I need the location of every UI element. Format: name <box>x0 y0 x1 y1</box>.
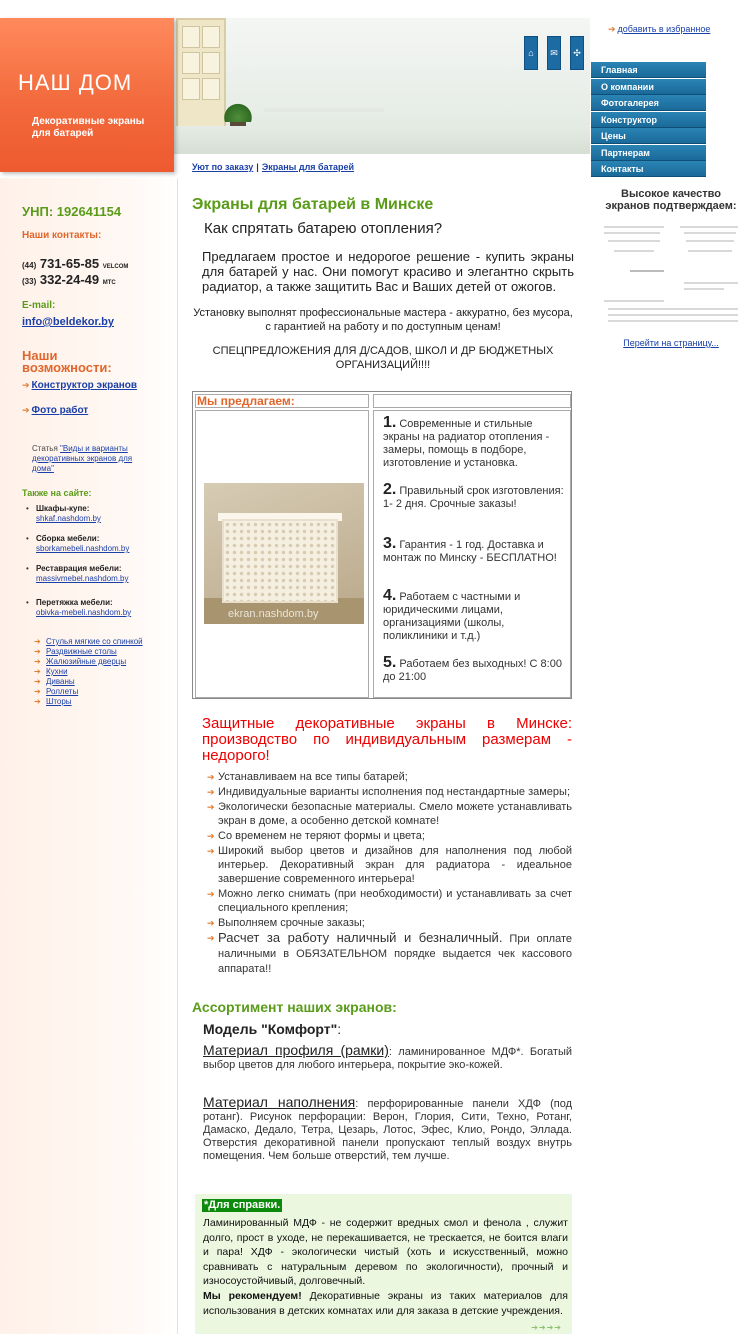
assortment-heading: Ассортимент наших экранов: <box>192 999 397 1015</box>
offer-item: 3. Гарантия - 1 год. Доставка и монтаж по Минску - БЕСПЛАТНО! <box>383 535 557 564</box>
breadcrumb-link-home[interactable]: Уют по заказу <box>192 162 254 172</box>
phone-velcom[interactable]: (44) 731-65-85 VELCOM <box>22 256 129 271</box>
menu-item-constructor[interactable]: Конструктор <box>591 112 706 128</box>
menu-item-contacts[interactable]: Контакты <box>591 161 706 177</box>
list-item: ➔ Можно легко снимать (при необходимости) и устанавливать за счет специального крепления; <box>207 888 572 914</box>
page-title: Экраны для батарей в Минске <box>192 196 434 213</box>
furniture-links: ➔ Стулья мягкие со спинкой ➔ Раздвижные столы ➔ Жалюзийные дверцы ➔ Кухни ➔ Диваны ➔ Роллеты ➔ Шторы <box>34 637 143 706</box>
also-item: • Сборка мебели: sborkamebeli.nashdom.by <box>26 534 130 553</box>
offer-heading: Мы предлагаем: <box>195 394 369 408</box>
email-label: E-mail: <box>22 300 56 311</box>
model-heading: Модель "Комфорт": <box>203 1021 342 1037</box>
left-sidebar <box>0 178 178 1334</box>
reference-note <box>195 1194 572 1334</box>
menu-item-prices[interactable]: Цены <box>591 128 706 144</box>
list-item[interactable]: Роллеты <box>46 687 79 696</box>
arrows-icon: ➔➔➔➔ <box>531 1323 562 1332</box>
offer-item: 2. Правильный срок изготовления: 1- 2 дня. Срочные заказы! <box>383 481 564 510</box>
list-item: ➔ Экологически безопасные материалы. Смело можете устанавливать экран в доме, а особенно детской комнате! <box>207 801 572 827</box>
list-item[interactable]: Шторы <box>46 697 72 706</box>
menu-item-gallery[interactable]: Фотогалерея <box>591 95 706 111</box>
list-item[interactable]: Кухни <box>46 667 68 676</box>
offer-item: 4. Работаем с частными и юридическими лицами, организациями (школы, поликлиники и т.д.) <box>383 587 521 642</box>
certificate-image[interactable] <box>600 220 742 332</box>
menu-item-home[interactable]: Главная <box>591 62 706 78</box>
special-offer-text: СПЕЦПРЕДЛОЖЕНИЯ ДЛЯ Д/САДОВ, ШКОЛ И ДР БЮДЖЕТНЫХ ОРГАНИЗАЦИЙ!!!! <box>212 345 554 371</box>
also-item: • Перетяжка мебели: obivka-mebeli.nashdom.by <box>26 598 132 617</box>
home-icon[interactable]: ⌂ <box>524 36 538 70</box>
add-to-favorites[interactable] <box>608 24 710 35</box>
email-link[interactable]: info@beldekor.by <box>22 316 115 328</box>
intro-text: Предлагаем простое и недорогое решение - купить экраны для батарей у нас. Они помогут красиво и элегантно скрыть радиатор, а также защитить Вас и Ваших детей от ожогов. <box>202 249 574 294</box>
also-on-site-heading: Также на сайте: <box>22 488 92 498</box>
installation-text: Установку выполнят профессиональные мастера - аккуратно, без мусора, с гарантией на работу и по доступным ценам! <box>193 307 573 333</box>
certificate-more-link[interactable]: Перейти на страницу... <box>623 338 719 348</box>
also-item: • Шкафы-купе: shkaf.nashdom.by <box>26 504 101 523</box>
list-item: ➔ Широкий выбор цветов и дизайнов для наполнения под любой интерьер. Декоративный экран для радиатора - идеальное завершение современного интерьера! <box>207 845 572 885</box>
list-item: ➔ Индивидуальные варианты исполнения под нестандартные замеры; <box>207 786 570 798</box>
phone-mts[interactable]: (33) 332-24-49 МТС <box>22 272 116 287</box>
advantages-list <box>206 770 572 977</box>
note-text: Ламинированный МДФ - не содержит вредных смол и фенола , служит долго, прост в уходе, не перекашивается, не трескается, не боится влаги и пара! ХДФ - экологически чистый (хоть и искусственный, можно сравнивать с натуральным деревом по экологичности), прочный и износоустойчивый, долговечный. Мы рекомендуем! Декоративные экраны из таких материалов для использования в детских комнатах или для заказа в детские учреждения. <box>203 1217 568 1317</box>
photo-watermark: ekran.nashdom.by <box>228 608 319 620</box>
logo[interactable] <box>0 18 174 172</box>
possibilities-heading: Наши возможности: <box>22 348 112 375</box>
certificate-heading: Высокое качество экранов подтверждаем: <box>605 188 737 212</box>
constructor-link-item[interactable]: ➔ Конструктор экранов <box>22 380 138 391</box>
photo-link-item[interactable]: ➔ Фото работ <box>22 405 89 416</box>
site-header <box>0 0 750 178</box>
sitemap-icon[interactable]: ✣ <box>570 36 584 70</box>
list-item: ➔ Со временем не теряют формы и цвета; <box>207 830 425 842</box>
profile-material: Материал профиля (рамки): ламинированное МДФ*. Богатый выбор цветов для любого интерьера, покрытие эко-кожей. <box>203 1042 572 1071</box>
add-to-favorites-link[interactable]: добавить в избранное <box>617 24 711 34</box>
arrow-icon: ➔ <box>22 380 30 390</box>
note-label: *Для справки. <box>204 1199 281 1211</box>
breadcrumb-link-screens[interactable]: Экраны для батарей <box>261 162 355 172</box>
contacts-heading: Наши контакты: <box>22 230 102 241</box>
quality-certificate-block <box>600 188 742 348</box>
offer-table <box>192 391 572 699</box>
main-content <box>192 196 574 382</box>
breadcrumb: Уют по заказу | Экраны для батарей <box>192 162 355 172</box>
door-illustration <box>176 18 226 136</box>
unp-number: УНП: 192641154 <box>22 204 122 219</box>
protective-screens-heading: Защитные декоративные экраны в Минске: производство по индивидуальным размерам - недорого! <box>202 715 572 764</box>
offer-item: 5. Работаем без выходных! С 8:00 до 21:00 <box>383 654 562 683</box>
offer-item: 1. Современные и стильные экраны на радиатор отопления - замеры, помощь в подборе, изготовление и установка. <box>383 414 550 469</box>
arrow-icon: ➔ <box>608 24 616 34</box>
logo-title: НАШ ДОМ <box>18 70 133 95</box>
fill-material: Материал наполнения: перфорированные панели ХДФ (под ротанг). Рисунок перфорации: Верон, Глория, Сити, Техно, Ротанг, Дамаско, Дедало, Тетра, Цезарь, Лотос, Эфес, Клио, Рондо, Эллада. Отверстия декоративной панели пропускают теплый воздух внутрь помещения. Чем больше отверстий, тем лучше. <box>203 1094 573 1162</box>
list-item[interactable]: Раздвижные столы <box>46 647 117 656</box>
menu-item-partners[interactable]: Партнерам <box>591 145 706 161</box>
list-item: ➔ Расчет за работу наличный и безналичный. При оплате наличными в ОБЯЗАТЕЛЬНОМ порядке выдается чек кассового аппарата!! <box>207 930 572 975</box>
radiator-screen-photo[interactable] <box>204 483 364 624</box>
header-icons <box>524 36 584 70</box>
main-menu <box>591 62 706 178</box>
arrow-icon: ➔ <box>22 405 30 415</box>
article-link[interactable]: Статья "Виды и варианты декоративных экранов для дома" <box>32 444 133 473</box>
list-item: ➔ Устанавливаем на все типы батарей; <box>207 771 408 783</box>
list-item[interactable]: Жалюзийные дверцы <box>46 657 127 666</box>
also-item: • Реставрация мебели: massivmebel.nashdom.by <box>26 564 129 583</box>
list-item: ➔ Выполняем срочные заказы; <box>207 917 365 929</box>
list-item[interactable]: Стулья мягкие со спинкой <box>46 637 143 646</box>
menu-item-about[interactable]: О компании <box>591 79 706 95</box>
subtitle-question: Как спрятать батарею отопления? <box>204 220 443 237</box>
mail-icon[interactable]: ✉ <box>547 36 561 70</box>
list-item[interactable]: Диваны <box>46 677 75 686</box>
logo-subtitle: Декоративные экраны для батарей <box>32 116 145 139</box>
